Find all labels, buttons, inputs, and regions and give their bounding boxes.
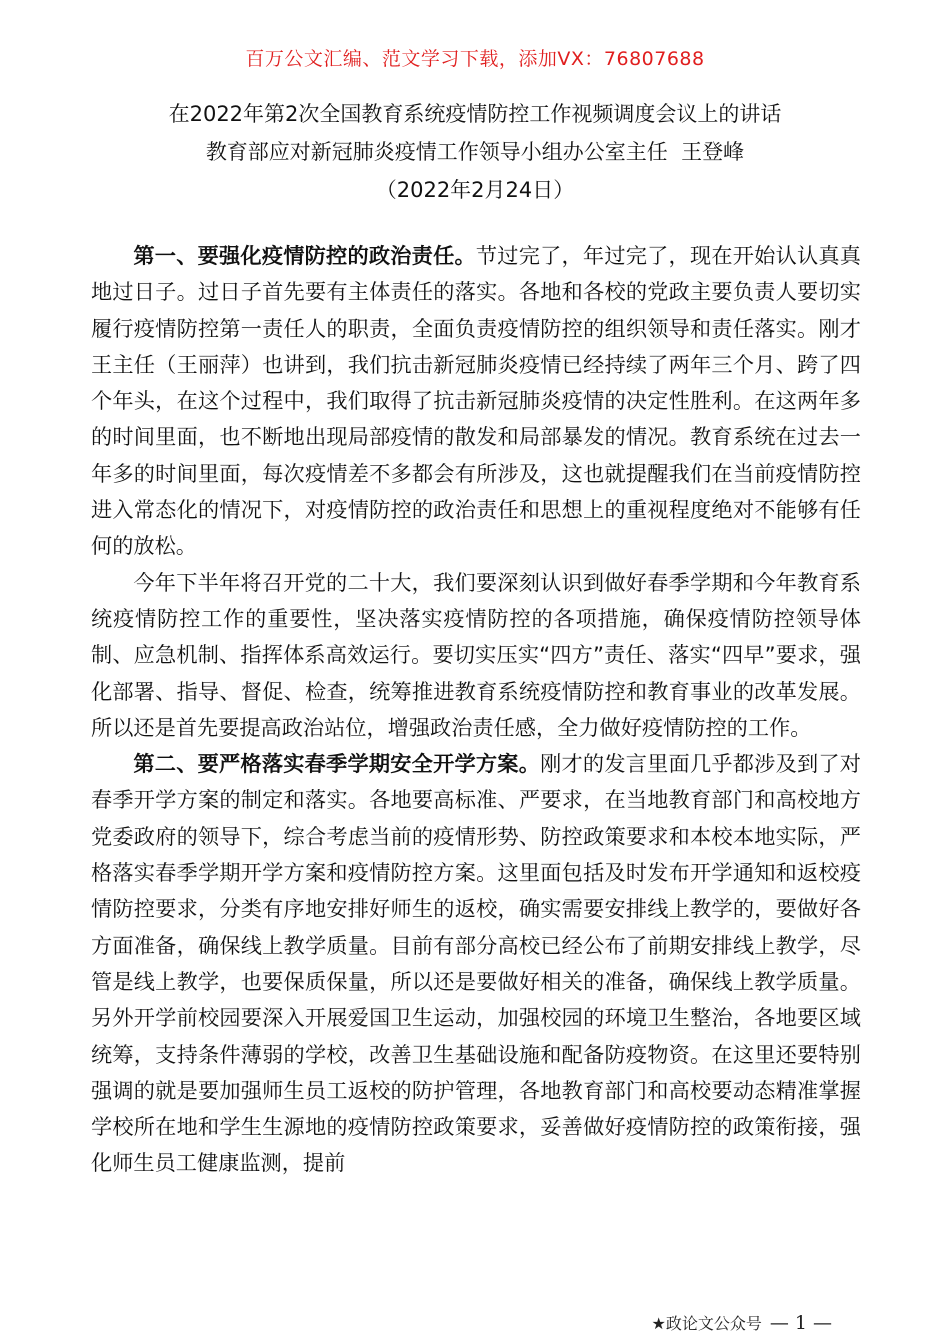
paragraph-1-text: 节过完了，年过完了，现在开始认认真真地过日子。过日子首先要有主体责任的落实。各地和各校的党政主要负责人要切实履行疫情防控第一责任人的职责，全面负责疫情防控的组织领导和责任落实。刚才王主任（王丽萍）也讲到，我们抗击新冠肺炎疫情已经持续了两年三个月、跨了四个年头，在这个过程中，我们取得了抗击新冠肺炎疫情的决定性胜利。在这两年多的时间里面，也不断地出现局部疫情的散发和局部暴发的情况。教育系统在过去一年多的时间里面，每次疫情差不多都会有所涉及，这也就提醒我们在当前疫情防控进入常态化的情况下，对疫情防控的政治责任和思想上的重视程度绝对不能够有任何的放松。 bbox=[91, 243, 861, 559]
page-footer bbox=[651, 1311, 832, 1334]
document-body bbox=[91, 238, 861, 1182]
page-number: — 1 — bbox=[769, 1312, 832, 1334]
paragraph-3-text: 刚才的发言里面几乎都涉及到了对春季开学方案的制定和落实。各地要高标准、严要求，在当地教育部门和高校地方党委政府的领导下，综合考虑当前的疫情形势、防控政策要求和本校本地实际，严格落实春季学期开学方案和疫情防控方案。这里面包括及时发布开学通知和返校疫情防控要求，分类有序地安排好师生的返校，确实需要安排线上教学的，要做好各方面准备，确保线上教学质量。目前有部分高校已经公布了前期安排线上教学，尽管是线上教学，也要保质保量，所以还是要做好相关的准备，确保线上教学质量。另外开学前校园要深入开展爱国卫生运动，加强校园的环境卫生整治，各地要区域统筹，支持条件薄弱的学校，改善卫生基础设施和配备防疫物资。在这里还要特别强调的就是要加强师生员工返校的防护管理，各地教育部门和高校要动态精准掌握学校所在地和学生生源地的疫情防控政策要求，妥善做好疫情防控的政策衔接，强化师生员工健康监测，提前 bbox=[91, 751, 861, 1176]
paragraph-1 bbox=[91, 238, 861, 565]
header-watermark: 百万公文汇编、范文学习下载，添加VX：76807688 bbox=[245, 48, 705, 70]
star-icon: ★ bbox=[651, 1314, 666, 1333]
paragraph-2-text: 今年下半年将召开党的二十大，我们要深刻认识到做好春季学期和今年教育系统疫情防控工作的重要性，坚决落实疫情防控的各项措施，确保疫情防控领导体制、应急机制、指挥体系高效运行。要切实压实“四方”责任、落实“四早”要求，强化部署、指导、督促、检查，统筹推进教育系统疫情防控和教育事业的改革发展。所以还是首先要提高政治站位，增强政治责任感，全力做好疫情防控的工作。 bbox=[91, 569, 861, 740]
footer-source: 政论文公众号 bbox=[665, 1314, 762, 1333]
section-heading-2: 第二、要严格落实春季学期安全开学方案。 bbox=[133, 751, 541, 777]
title-block bbox=[0, 95, 950, 209]
speech-date: （2022年2月24日） bbox=[375, 178, 575, 202]
speech-title: 在2022年第2次全国教育系统疫情防控工作视频调度会议上的讲话 bbox=[168, 102, 782, 126]
paragraph-3 bbox=[91, 746, 861, 1182]
speaker-line: 教育部应对新冠肺炎疫情工作领导小组办公室主任 王登峰 bbox=[205, 140, 745, 164]
section-heading-1: 第一、要强化疫情防控的政治责任。 bbox=[133, 243, 476, 268]
paragraph-2 bbox=[91, 565, 861, 746]
